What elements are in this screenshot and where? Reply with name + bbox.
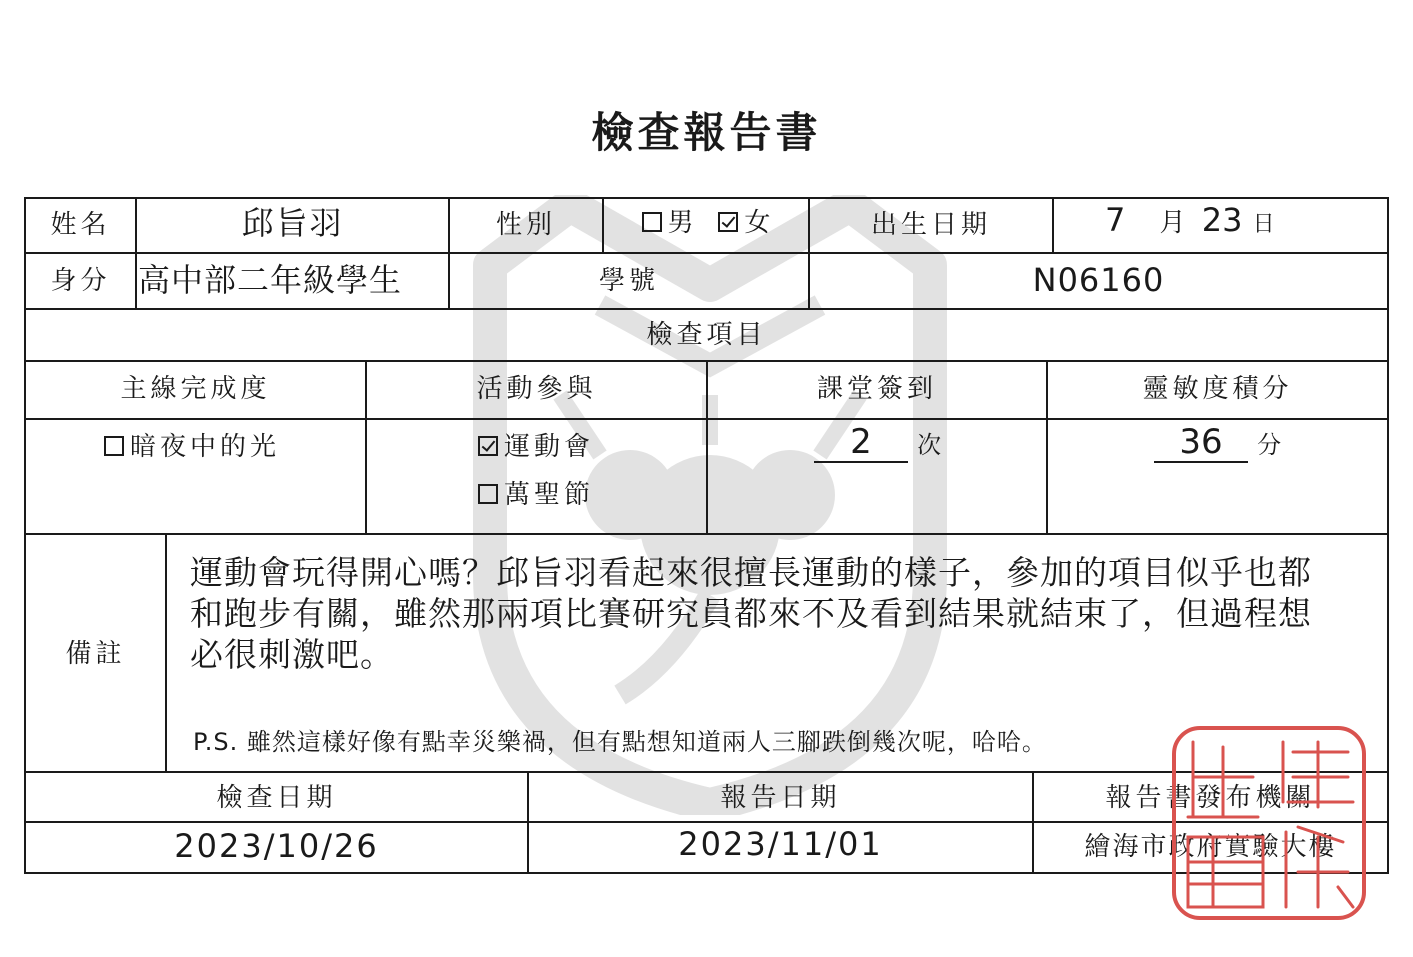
checkbox-icon[interactable] — [104, 436, 124, 456]
birth-date-label: 出生日期 — [870, 210, 991, 240]
birth-date-value — [1105, 201, 1275, 239]
gender-female-option[interactable]: 女 — [718, 208, 770, 238]
checkbox-icon[interactable] — [642, 212, 662, 232]
check-date-value: 2023/10/26 — [174, 827, 379, 865]
gender-male-option[interactable]: 男 — [642, 208, 694, 238]
attendance-field — [814, 422, 942, 463]
column-main-quest: 主線完成度 — [120, 374, 271, 404]
activity-option-sports[interactable]: 運動會 — [478, 434, 594, 460]
checkbox-icon[interactable] — [718, 212, 738, 232]
remarks-label: 備註 — [65, 639, 126, 669]
check-date-label: 檢查日期 — [216, 783, 337, 813]
identity-value: 高中部二年級學生 — [138, 261, 403, 299]
name-label: 姓名 — [50, 210, 111, 240]
student-id-value: N06160 — [1032, 261, 1165, 299]
birth-day-unit: 日 — [1252, 212, 1275, 237]
name-value: 邱旨羽 — [241, 204, 344, 242]
birth-day: 23 — [1201, 201, 1243, 239]
official-seal-stamp — [1168, 722, 1370, 924]
activity-option-halloween[interactable]: 萬聖節 — [478, 482, 594, 508]
attendance-value: 2 — [814, 425, 908, 463]
column-activities: 活動參與 — [476, 374, 597, 404]
checkbox-icon[interactable] — [478, 484, 498, 504]
main-quest-option[interactable]: 暗夜中的光 — [104, 434, 280, 460]
checkbox-icon[interactable] — [478, 436, 498, 456]
issuer-label: 報告書發布機關 — [1105, 783, 1316, 813]
birth-month-unit: 月 — [1159, 208, 1186, 238]
items-section-title: 檢查項目 — [646, 320, 767, 350]
page-title: 檢查報告書 — [591, 108, 822, 157]
student-id-label: 學號 — [598, 266, 659, 296]
remarks-text: 運動會玩得開心嗎？邱旨羽看起來很擅長運動的樣子，參加的項目似乎也都和跑步有關，雖然那兩項比賽研究員都來不及看到結果就結束了，但過程想必很刺激吧。 — [190, 553, 1312, 674]
gender-label: 性別 — [495, 210, 556, 240]
issuer-value: 繪海市政府實驗大樓 — [1084, 832, 1337, 862]
column-attendance: 課堂簽到 — [816, 374, 937, 404]
identity-label: 身分 — [50, 266, 111, 296]
sensitivity-unit: 分 — [1257, 431, 1282, 459]
gender-options — [603, 210, 809, 236]
report-date-value: 2023/11/01 — [678, 825, 883, 863]
birth-month: 7 — [1105, 201, 1126, 239]
remarks-ps: P.S. 雖然這樣好像有點幸災樂禍，但有點想知道兩人三腳跌倒幾次呢，哈哈。 — [193, 728, 1047, 756]
attendance-unit: 次 — [917, 431, 942, 459]
column-sensitivity: 靈敏度積分 — [1142, 374, 1293, 404]
sensitivity-value: 36 — [1154, 425, 1248, 463]
sensitivity-field — [1154, 422, 1282, 463]
report-date-label: 報告日期 — [720, 783, 841, 813]
